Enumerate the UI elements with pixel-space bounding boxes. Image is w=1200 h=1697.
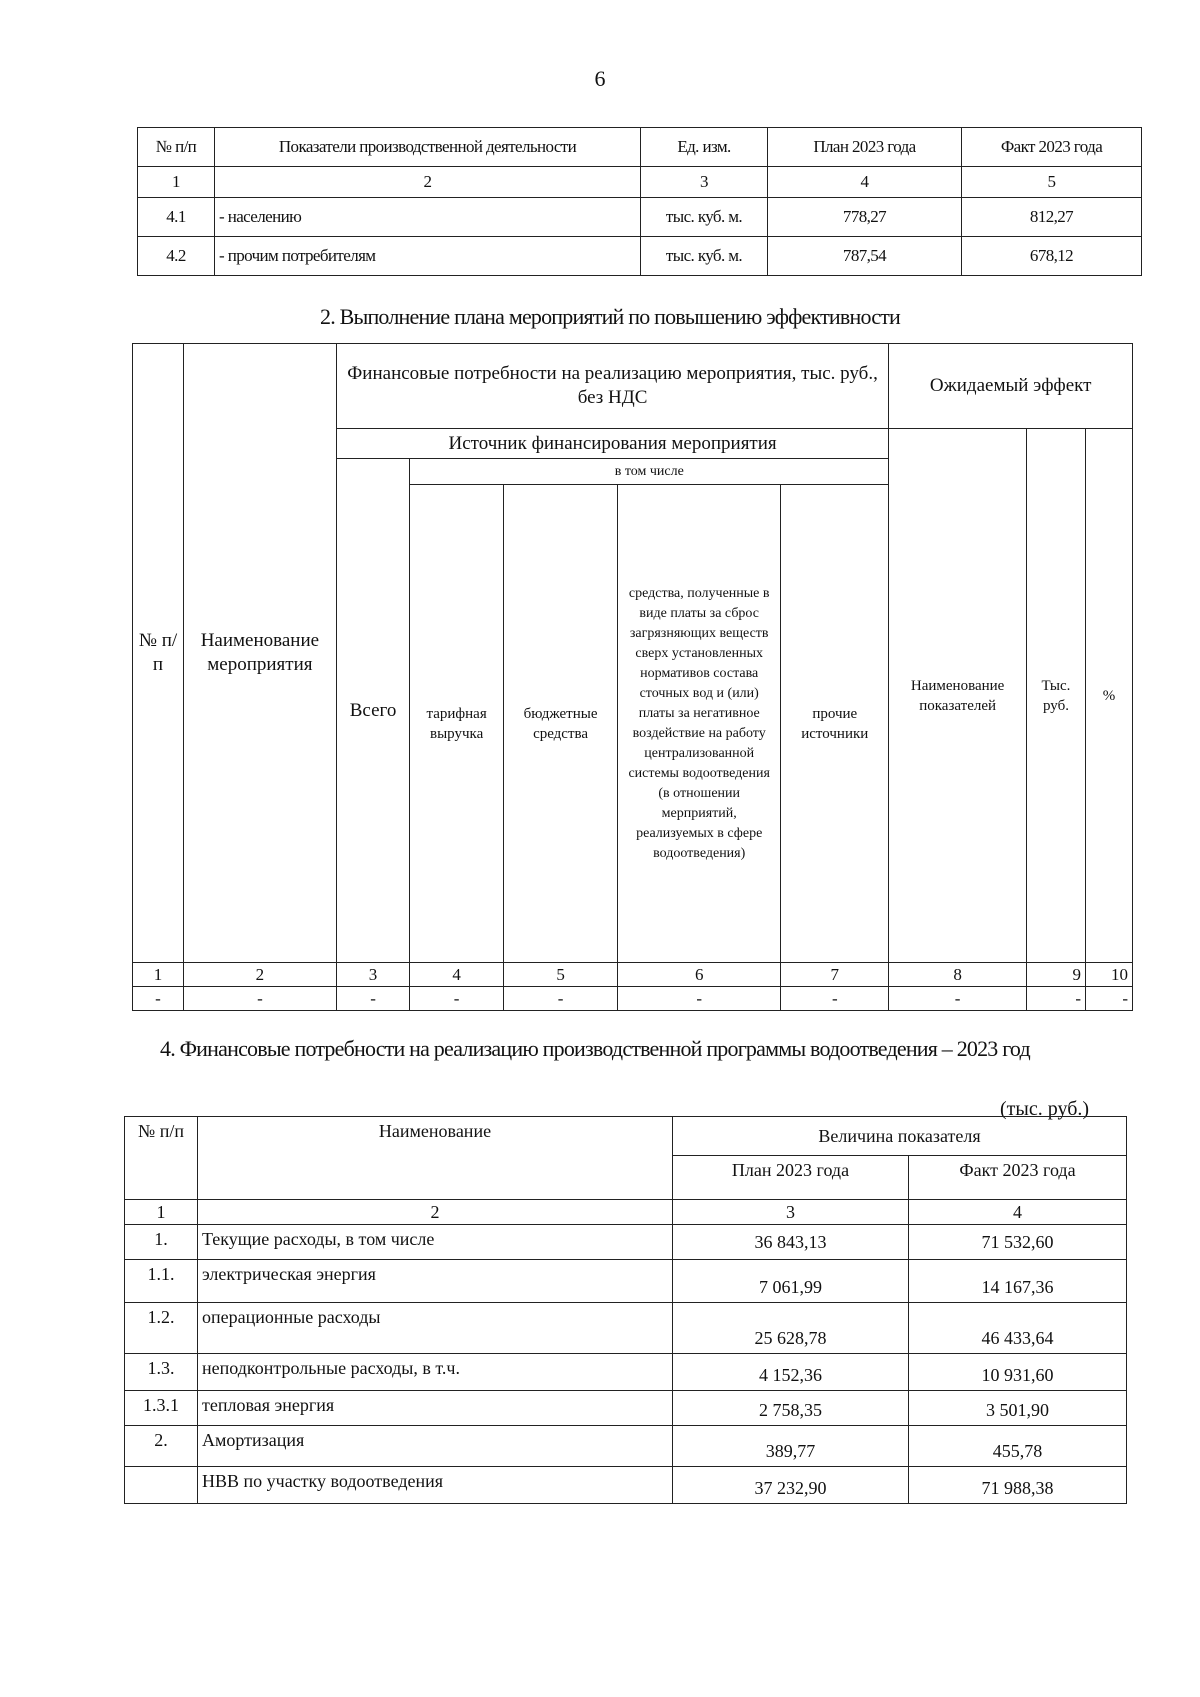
row-num (125, 1467, 198, 1504)
row-plan: 389,77 (673, 1426, 909, 1467)
table-row (125, 1225, 1127, 1260)
table-row (125, 1260, 1127, 1303)
row-fact: 71 988,38 (909, 1467, 1127, 1504)
header-unit: Ед. изм. (641, 128, 768, 167)
data-cell: - (618, 987, 781, 1011)
row-num: 1.3.1 (125, 1391, 198, 1426)
data-cell: - (1026, 987, 1085, 1011)
index-cell: 10 (1086, 963, 1133, 987)
row-name: операционные расходы (198, 1303, 673, 1354)
row-plan: 778,27 (768, 198, 962, 237)
row-num: 1.2. (125, 1303, 198, 1354)
row-name: Текущие расходы, в том числе (198, 1225, 673, 1260)
section-4-title: 4. Финансовые потребности на реализацию производственной программы водоотведения – 2023 год (160, 1036, 1030, 1061)
row-fact: 71 532,60 (909, 1225, 1127, 1260)
row-plan: 36 843,13 (673, 1225, 909, 1260)
production-indicators-table (137, 127, 1142, 276)
row-num: 2. (125, 1426, 198, 1467)
header-num: № п/п (133, 344, 184, 963)
index-cell: 2 (183, 963, 336, 987)
index-cell: 4 (768, 167, 962, 198)
header-fin-needs: Финансовые потребности на реализацию мероприятия, тыс. руб., без НДС (336, 344, 888, 429)
row-plan: 25 628,78 (673, 1303, 909, 1354)
header-other: прочие источники (781, 485, 889, 963)
header-total: Всего (336, 459, 409, 963)
data-cell: - (889, 987, 1027, 1011)
index-row (133, 963, 1133, 987)
header-measure-name: Наименование мероприятия (183, 344, 336, 963)
row-fact: 455,78 (909, 1426, 1127, 1467)
header-budget: бюджетные средства (504, 485, 618, 963)
data-cell: - (410, 987, 504, 1011)
row-indicator: - населению (215, 198, 641, 237)
index-cell: 2 (215, 167, 641, 198)
data-cell: - (504, 987, 618, 1011)
header-name: Наименование (198, 1117, 673, 1200)
header-plan: План 2023 года (768, 128, 962, 167)
row-plan: 7 061,99 (673, 1260, 909, 1303)
row-num: 4.2 (138, 237, 215, 276)
index-row (138, 167, 1142, 198)
table-row (125, 1354, 1127, 1391)
header-expected-effect: Ожидаемый эффект (889, 344, 1133, 429)
row-fact: 10 931,60 (909, 1354, 1127, 1391)
row-num: 4.1 (138, 198, 215, 237)
row-fact: 14 167,36 (909, 1260, 1127, 1303)
page-number: 6 (594, 66, 606, 91)
row-plan: 4 152,36 (673, 1354, 909, 1391)
row-fact: 3 501,90 (909, 1391, 1127, 1426)
index-row (125, 1200, 1127, 1225)
index-cell: 6 (618, 963, 781, 987)
index-cell: 4 (909, 1200, 1127, 1225)
index-cell: 1 (133, 963, 184, 987)
data-cell: - (133, 987, 184, 1011)
row-name: НВВ по участку водоотведения (198, 1467, 673, 1504)
table-header-row (133, 344, 1133, 429)
header-fact: Факт 2023 года (909, 1156, 1127, 1200)
data-cell: - (781, 987, 889, 1011)
index-cell: 1 (138, 167, 215, 198)
header-funding-source: Источник финансирования мероприятия (336, 429, 888, 459)
table-row (125, 1303, 1127, 1354)
table-row (133, 987, 1133, 1011)
data-cell: - (183, 987, 336, 1011)
row-unit: тыс. куб. м. (641, 198, 768, 237)
table-row (138, 198, 1142, 237)
section-2-title: 2. Выполнение плана мероприятий по повышению эффективности (320, 304, 900, 329)
header-num: № п/п (125, 1117, 198, 1200)
row-num: 1.3. (125, 1354, 198, 1391)
unit-note: (тыс. руб.) (1000, 1098, 1090, 1120)
row-name: электрическая энергия (198, 1260, 673, 1303)
header-num: № п/п (138, 128, 215, 167)
row-fact: 812,27 (962, 198, 1142, 237)
index-cell: 3 (673, 1200, 909, 1225)
financial-needs-table (124, 1116, 1127, 1504)
header-fact: Факт 2023 года (962, 128, 1142, 167)
row-plan: 2 758,35 (673, 1391, 909, 1426)
row-fact: 46 433,64 (909, 1303, 1127, 1354)
data-cell: - (1086, 987, 1133, 1011)
row-unit: тыс. куб. м. (641, 237, 768, 276)
row-name: неподконтрольные расходы, в т.ч. (198, 1354, 673, 1391)
header-value: Величина показателя (673, 1117, 1127, 1156)
index-cell: 8 (889, 963, 1027, 987)
header-including: в том числе (410, 459, 889, 485)
header-thous-rub: Тыс. руб. (1026, 429, 1085, 963)
index-cell: 5 (504, 963, 618, 987)
row-num: 1. (125, 1225, 198, 1260)
table-row (125, 1467, 1127, 1504)
index-cell: 7 (781, 963, 889, 987)
header-fees: средства, полученные в виде платы за сброс загрязняющих веществ сверх установленных нормативов состава сточных вод и (или) платы за негативное воздействие на работу централизованной системы водоотведения (в отношении мерприятий, реализуемых в сфере водоотведения) (618, 485, 781, 963)
table-header-row (125, 1117, 1127, 1156)
efficiency-measures-table (132, 343, 1133, 1011)
header-indicators: Показатели производственной деятельности (215, 128, 641, 167)
header-percent: % (1086, 429, 1133, 963)
index-cell: 4 (410, 963, 504, 987)
index-cell: 9 (1026, 963, 1085, 987)
header-indicator-name: Наименование показателей (889, 429, 1027, 963)
table-row (138, 237, 1142, 276)
row-plan: 37 232,90 (673, 1467, 909, 1504)
row-fact: 678,12 (962, 237, 1142, 276)
index-cell: 1 (125, 1200, 198, 1225)
data-cell: - (336, 987, 409, 1011)
row-indicator: - прочим потребителям (215, 237, 641, 276)
table-row (125, 1391, 1127, 1426)
row-plan: 787,54 (768, 237, 962, 276)
row-name: Амортизация (198, 1426, 673, 1467)
index-cell: 3 (336, 963, 409, 987)
header-plan: План 2023 года (673, 1156, 909, 1200)
index-cell: 5 (962, 167, 1142, 198)
index-cell: 2 (198, 1200, 673, 1225)
index-cell: 3 (641, 167, 768, 198)
row-name: тепловая энергия (198, 1391, 673, 1426)
table-row (125, 1426, 1127, 1467)
header-tariff: тарифная выручка (410, 485, 504, 963)
table-header-row (138, 128, 1142, 167)
row-num: 1.1. (125, 1260, 198, 1303)
